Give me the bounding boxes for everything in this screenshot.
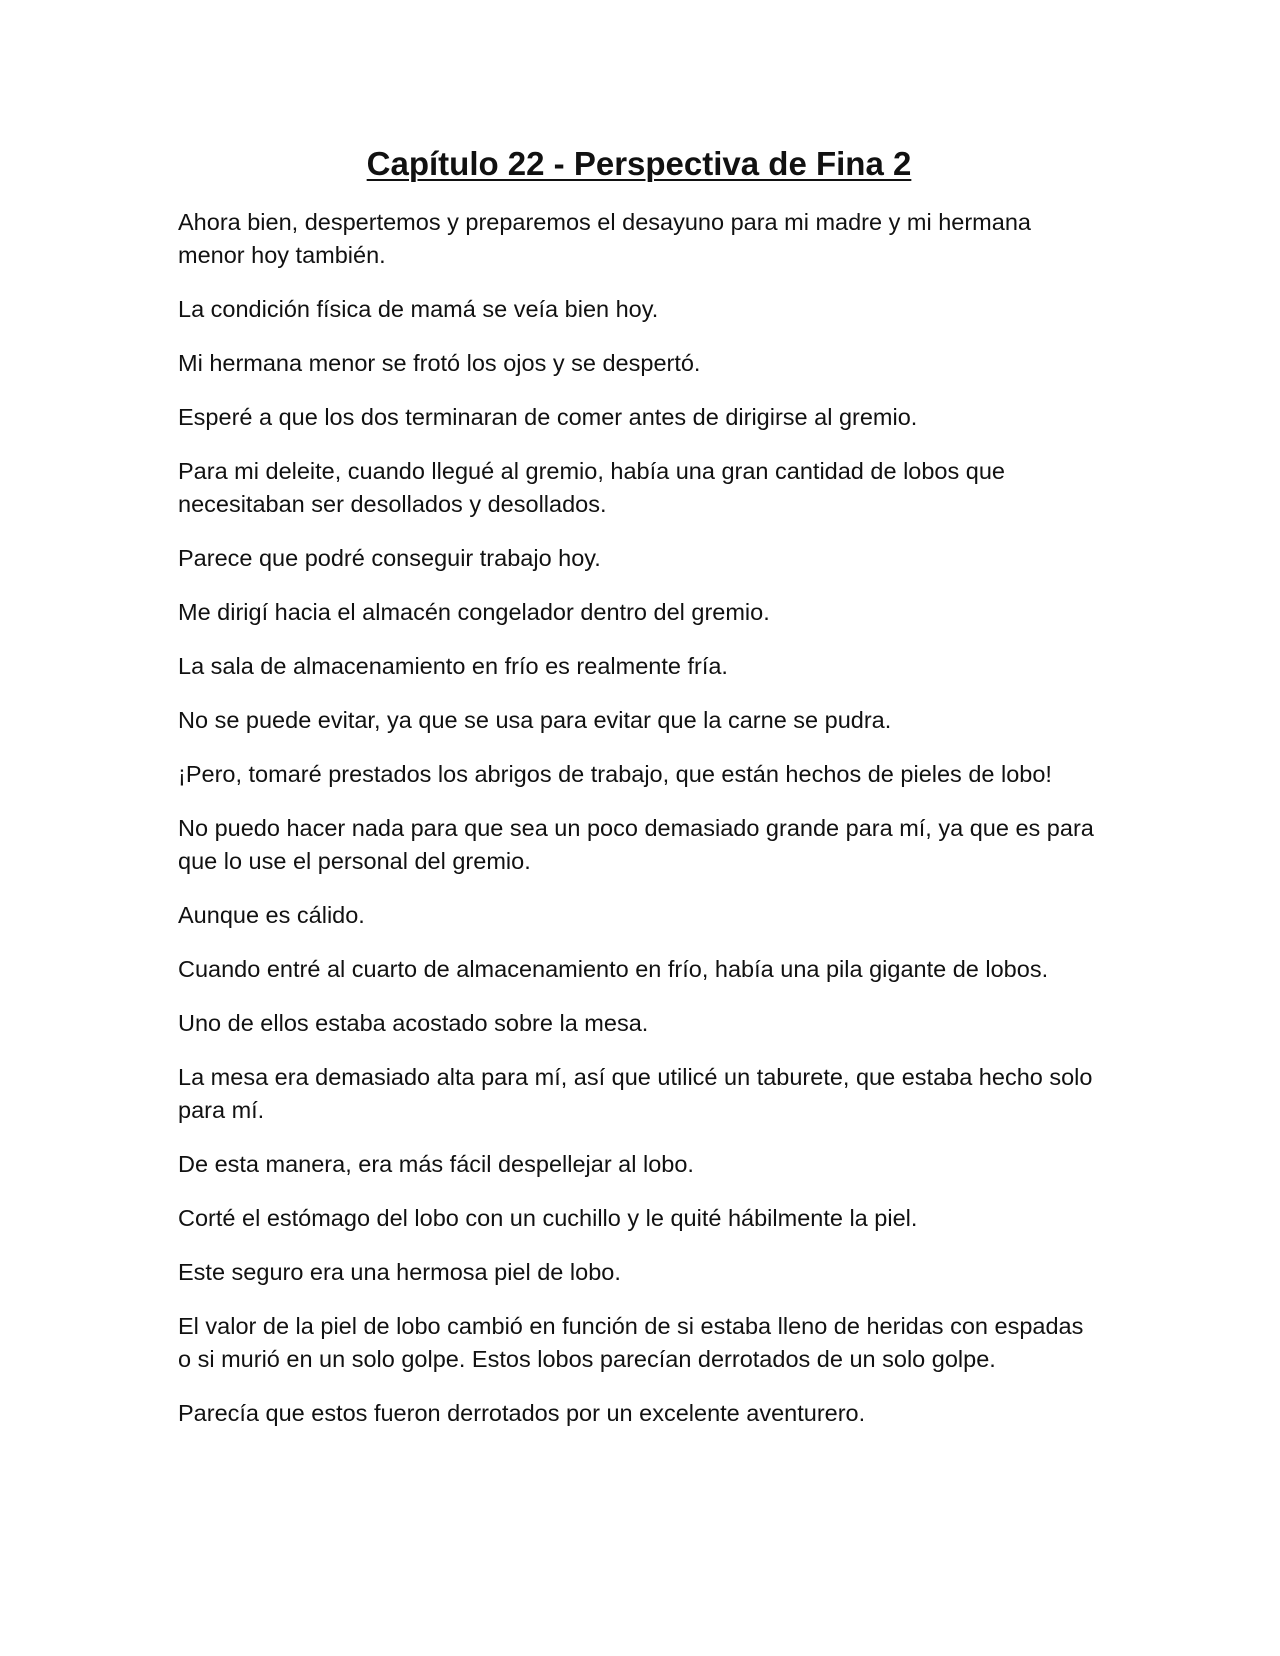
paragraph: Aunque es cálido. [178, 902, 365, 928]
paragraph: ¡Pero, tomaré prestados los abrigos de trabajo, que están hechos de pieles de lobo! [178, 761, 1052, 787]
paragraph: Mi hermana menor se frotó los ojos y se despertó. [178, 350, 701, 376]
paragraph: De esta manera, era más fácil despellejar al lobo. [178, 1151, 694, 1177]
paragraph: Ahora bien, despertemos y preparemos el desayuno para mi madre y mi hermana menor hoy también. [178, 209, 1031, 268]
paragraph: Uno de ellos estaba acostado sobre la mesa. [178, 1010, 649, 1036]
paragraph: Cuando entré al cuarto de almacenamiento en frío, había una pila gigante de lobos. [178, 956, 1049, 982]
paragraph: Parecía que estos fueron derrotados por un excelente aventurero. [178, 1400, 866, 1426]
paragraph: Corté el estómago del lobo con un cuchillo y le quité hábilmente la piel. [178, 1205, 918, 1231]
paragraph: Esperé a que los dos terminaran de comer antes de dirigirse al gremio. [178, 404, 918, 430]
paragraph: La mesa era demasiado alta para mí, así que utilicé un taburete, que estaba hecho solo para mí. [178, 1064, 1093, 1123]
chapter-title: Capítulo 22 - Perspectiva de Fina 2 [366, 145, 912, 182]
paragraph: No se puede evitar, ya que se usa para evitar que la carne se pudra. [178, 707, 892, 733]
paragraph: El valor de la piel de lobo cambió en función de si estaba lleno de heridas con espadas o si murió en un solo golpe. Estos lobos parecían derrotados de un solo golpe. [178, 1313, 1084, 1372]
paragraph: La condición física de mamá se veía bien hoy. [178, 296, 659, 322]
paragraph: La sala de almacenamiento en frío es realmente fría. [178, 653, 728, 679]
paragraph: Parece que podré conseguir trabajo hoy. [178, 545, 601, 571]
paragraph: Este seguro era una hermosa piel de lobo. [178, 1259, 621, 1285]
paragraph: No puedo hacer nada para que sea un poco demasiado grande para mí, ya que es para que lo use el personal del gremio. [178, 815, 1094, 874]
paragraph: Me dirigí hacia el almacén congelador dentro del gremio. [178, 599, 770, 625]
paragraph: Para mi deleite, cuando llegué al gremio, había una gran cantidad de lobos que necesitaban ser desollados y desollados. [178, 458, 1005, 517]
